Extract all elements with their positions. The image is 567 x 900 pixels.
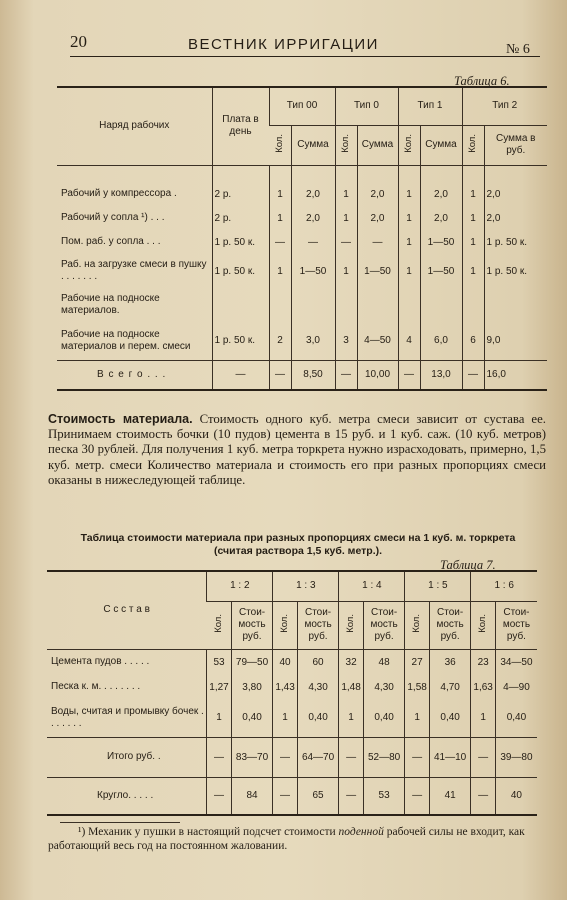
col-header-summa: Сумма — [291, 125, 335, 165]
col-header-summa: Сумма — [420, 125, 462, 165]
table-row: Рабочие на подноске материалов и перем. смеси 1 р. 50 к. 2 3,0 3 4—50 4 6,0 6 9,0 — [57, 322, 547, 360]
col-header-crew: Наряд рабочих — [57, 87, 212, 165]
total-row: Итого руб. . — 83—70 — 64—70 — 52—80 — 41—10 — 39—80 — [47, 737, 537, 777]
section-heading: Стоимость материала. — [48, 412, 193, 426]
col-header-cost: Стои- мость руб. — [297, 601, 339, 649]
col-header-kol: Кол. — [398, 125, 420, 165]
table-row: Песка к. м. . . . . . . . 1,27 3,80 1,43 4,30 1,48 4,30 1,58 4,70 1,63 4—90 — [47, 675, 537, 699]
total-row: В с е г о . . . — — 8,50 — 10,00 — 13,0 — 16,0 — [57, 360, 547, 390]
col-header-cost: Стои- мость руб. — [363, 601, 405, 649]
journal-title: ВЕСТНИК ИРРИГАЦИИ — [188, 36, 379, 53]
col-header-cost: Стои- мость руб. — [231, 601, 273, 649]
col-group-type0: Тип 0 — [335, 87, 398, 125]
col-header-kol: Кол. — [273, 601, 297, 649]
table-row: Рабочие на подноске материалов. — [57, 288, 547, 322]
table-row: Воды, считая и промывку бочек . . . . . . . 1 0,40 1 0,40 1 0,40 1 0,40 1 0,40 — [47, 699, 537, 737]
table-row: Пом. раб. у сопла . . . 1 р. 50 к. — — — — 1 1—50 1 1 р. 50 к. — [57, 230, 547, 254]
footnote-emphasis: поденной — [338, 826, 384, 838]
col-header-kol: Кол. — [339, 601, 363, 649]
col-header-kol: Кол. — [335, 125, 357, 165]
col-header-cost: Стои- мость руб. — [429, 601, 471, 649]
rounded-row: Кругло. . . . . — 84 — 65 — 53 — 41 — 40 — [47, 777, 537, 815]
table6-caption: Таблица 6. — [454, 74, 510, 88]
table7-material-cost — [47, 570, 537, 816]
footnote: ¹) Механик у пушки в настоящий подсчет стоимости поденной рабочей силы не входит, как работающий весь год на постоянном жаловании. — [48, 826, 525, 852]
col-header-kol: Кол. — [405, 601, 429, 649]
col-group-type2: Тип 2 — [462, 87, 547, 125]
table-row: Рабочий у компрессора . 2 р. 1 2,0 1 2,0 1 2,0 1 2,0 — [57, 182, 547, 206]
col-header-kol: Кол. — [471, 601, 495, 649]
col-header-composition: С с с т а в — [47, 571, 207, 649]
col-group-type00: Тип 00 — [269, 87, 335, 125]
header-rule — [70, 56, 540, 57]
table6-labor-cost — [57, 86, 547, 391]
table7-title: Таблица стоимости материала при разных пропорциях смеси на 1 куб. м. торкрета (считая раствора 1,5 куб. метр.). — [80, 532, 516, 557]
page-number: 20 — [70, 32, 87, 51]
col-group-type1: Тип 1 — [398, 87, 462, 125]
footnote-rule — [60, 822, 180, 823]
col-group-ratio-1-3: 1 : 3 — [273, 571, 339, 601]
col-group-ratio-1-4: 1 : 4 — [339, 571, 405, 601]
material-cost-section — [48, 412, 546, 488]
col-header-kol: Кол. — [207, 601, 231, 649]
col-group-ratio-1-5: 1 : 5 — [405, 571, 471, 601]
col-header-cost: Стои- мость руб. — [495, 601, 537, 649]
col-header-pay: Плата в день — [212, 87, 269, 165]
section-text: Стоимость одного куб. метра смеси зависит от сустава ее. Принимаем стоимость бочки (10 пудов) цемента в 15 руб. и 1 куб. саж. (10 куб. метров) песка 30 рублей. Для получения 1 куб. метра торкрета нужно израсходовать, примерно, 1,5 куб. метр. смеси Количество материала и стоимость его при разных пропорциях смеси оказаны в нижеследующей таблице. — [48, 412, 546, 487]
col-group-ratio-1-6: 1 : 6 — [471, 571, 537, 601]
table-row: Рабочий у сопла ¹) . . . 2 р. 1 2,0 1 2,0 1 2,0 1 2,0 — [57, 206, 547, 230]
issue-number: № 6 — [506, 42, 530, 57]
col-header-summa: Сумма — [357, 125, 398, 165]
col-header-kol: Кол. — [462, 125, 484, 165]
table-row: Раб. на загрузке смеси в пушку . . . . . . . 1 р. 50 к. 1 1—50 1 1—50 1 1—50 1 1 р. 50 к. — [57, 254, 547, 288]
table7-caption: Таблица 7. — [440, 558, 496, 572]
table-row: Цемента пудов . . . . . 53 79—50 40 60 32 48 27 36 23 34—50 — [47, 649, 537, 675]
col-header-summa-rub: Сумма в руб. — [484, 125, 547, 165]
col-group-ratio-1-2: 1 : 2 — [207, 571, 273, 601]
col-header-kol: Кол. — [269, 125, 291, 165]
